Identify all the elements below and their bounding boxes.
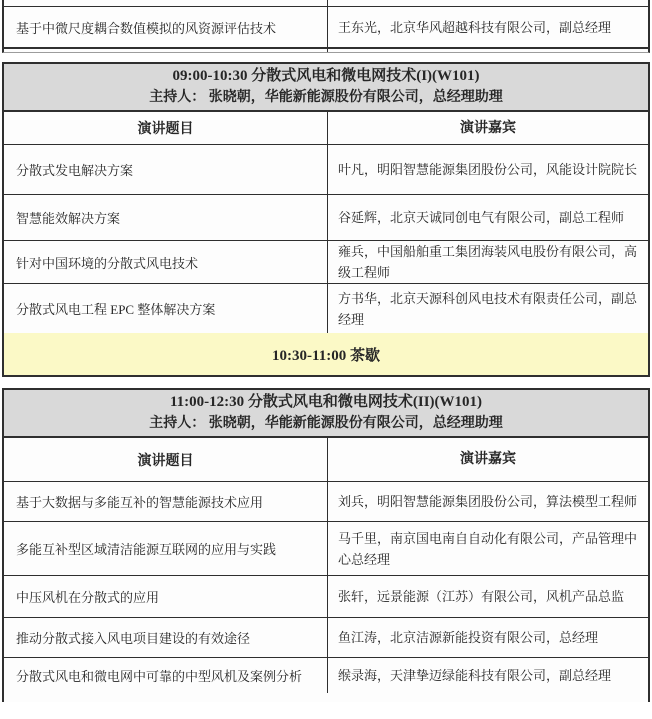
session1-header-band [4, 64, 648, 110]
session2-table [2, 388, 650, 702]
column-header-topic: 演讲题目 [137, 122, 194, 137]
table-row [4, 6, 648, 47]
previous-session-table [2, 0, 650, 53]
speaker-cell: 王东光，北京华风超越科技有限公司，副总经理 [327, 7, 648, 47]
table-gap [2, 377, 650, 388]
clipped-topic-cell [4, 0, 327, 6]
column-header-row [4, 436, 648, 481]
session1-title: 09:00-10:30 分散式风电和微电网技术(I)(W101) [172, 68, 480, 84]
session1-table [2, 62, 650, 377]
table-row [4, 283, 648, 333]
table-row [4, 575, 648, 617]
clipped-speaker-cell [327, 49, 648, 52]
speaker-cell: 刘兵，明阳智慧能源集团股份公司，算法模型工程师 [327, 482, 648, 521]
speaker-cell: 马千里，南京国电南自自动化有限公司，产品管理中心总经理 [327, 522, 648, 575]
speaker-cell: 谷延辉，北京天诚同创电气有限公司，副总工程师 [327, 195, 648, 240]
table-gap [2, 53, 650, 62]
session1-moderator: 主持人： 张晓朝，华能新能源股份有限公司，总经理助理 [149, 90, 503, 105]
topic-cell: 智慧能效解决方案 [16, 211, 121, 226]
table-row [4, 521, 648, 575]
clipped-row-top [4, 0, 648, 6]
topic-cell: 针对中国环境的分散式风电技术 [16, 255, 199, 271]
topic-cell: 分散式发电解决方案 [16, 163, 134, 178]
session2-moderator: 主持人： 张晓朝，华能新能源股份有限公司，总经理助理 [149, 416, 503, 431]
topic-cell: 分散式风电工程 EPC 整体解决方案 [16, 302, 216, 317]
clipped-topic-cell [4, 49, 327, 52]
speaker-cell: 张轩，远景能源（江苏）有限公司，风机产品总监 [327, 576, 648, 617]
topic-cell: 基于中微尺度耦合数值模拟的风资源评估技术 [16, 20, 277, 36]
topic-cell: 多能互补型区域清洁能源互联网的应用与实践 [16, 542, 277, 557]
table-row [4, 144, 648, 194]
column-header-guest: 演讲嘉宾 [327, 438, 648, 481]
session2-title: 11:00-12:30 分散式风电和微电网技术(II)(W101) [169, 394, 483, 410]
speaker-cell: 方书华，北京天源科创风电技术有限责任公司，副总经理 [327, 284, 648, 333]
table-row [4, 481, 648, 521]
speaker-cell: 鱼江涛，北京洁源新能投资有限公司，总经理 [327, 618, 648, 657]
column-header-topic: 演讲题目 [137, 453, 194, 469]
column-header-guest: 演讲嘉宾 [327, 112, 648, 144]
speaker-cell: 叶凡，明阳智慧能源集团股份公司，风能设计院院长 [327, 145, 648, 194]
topic-cell: 分散式风电和微电网中可靠的中型风机及案例分析 [16, 669, 303, 684]
clipped-row-bottom [4, 47, 648, 52]
table-row [4, 240, 648, 283]
clipped-next-section-band [4, 693, 648, 702]
tea-break-band: 10:30-11:00 茶歇 [4, 333, 648, 375]
speaker-cell: 雍兵，中国船舶重工集团海装风电股份有限公司，高级工程师 [327, 241, 648, 283]
clipped-speaker-cell [327, 0, 648, 6]
topic-cell: 中压风机在分散式的应用 [16, 590, 160, 605]
topic-cell: 基于大数据与多能互补的智慧能源技术应用 [16, 495, 264, 510]
speaker-cell: 缑录海，天津挚迈绿能科技有限公司，副总经理 [327, 658, 648, 693]
table-row [4, 194, 648, 240]
table-row [4, 657, 648, 693]
column-header-row [4, 110, 648, 144]
topic-cell: 推动分散式接入风电项目建设的有效途径 [16, 631, 251, 646]
session2-header-band [4, 390, 648, 436]
table-row [4, 617, 648, 657]
